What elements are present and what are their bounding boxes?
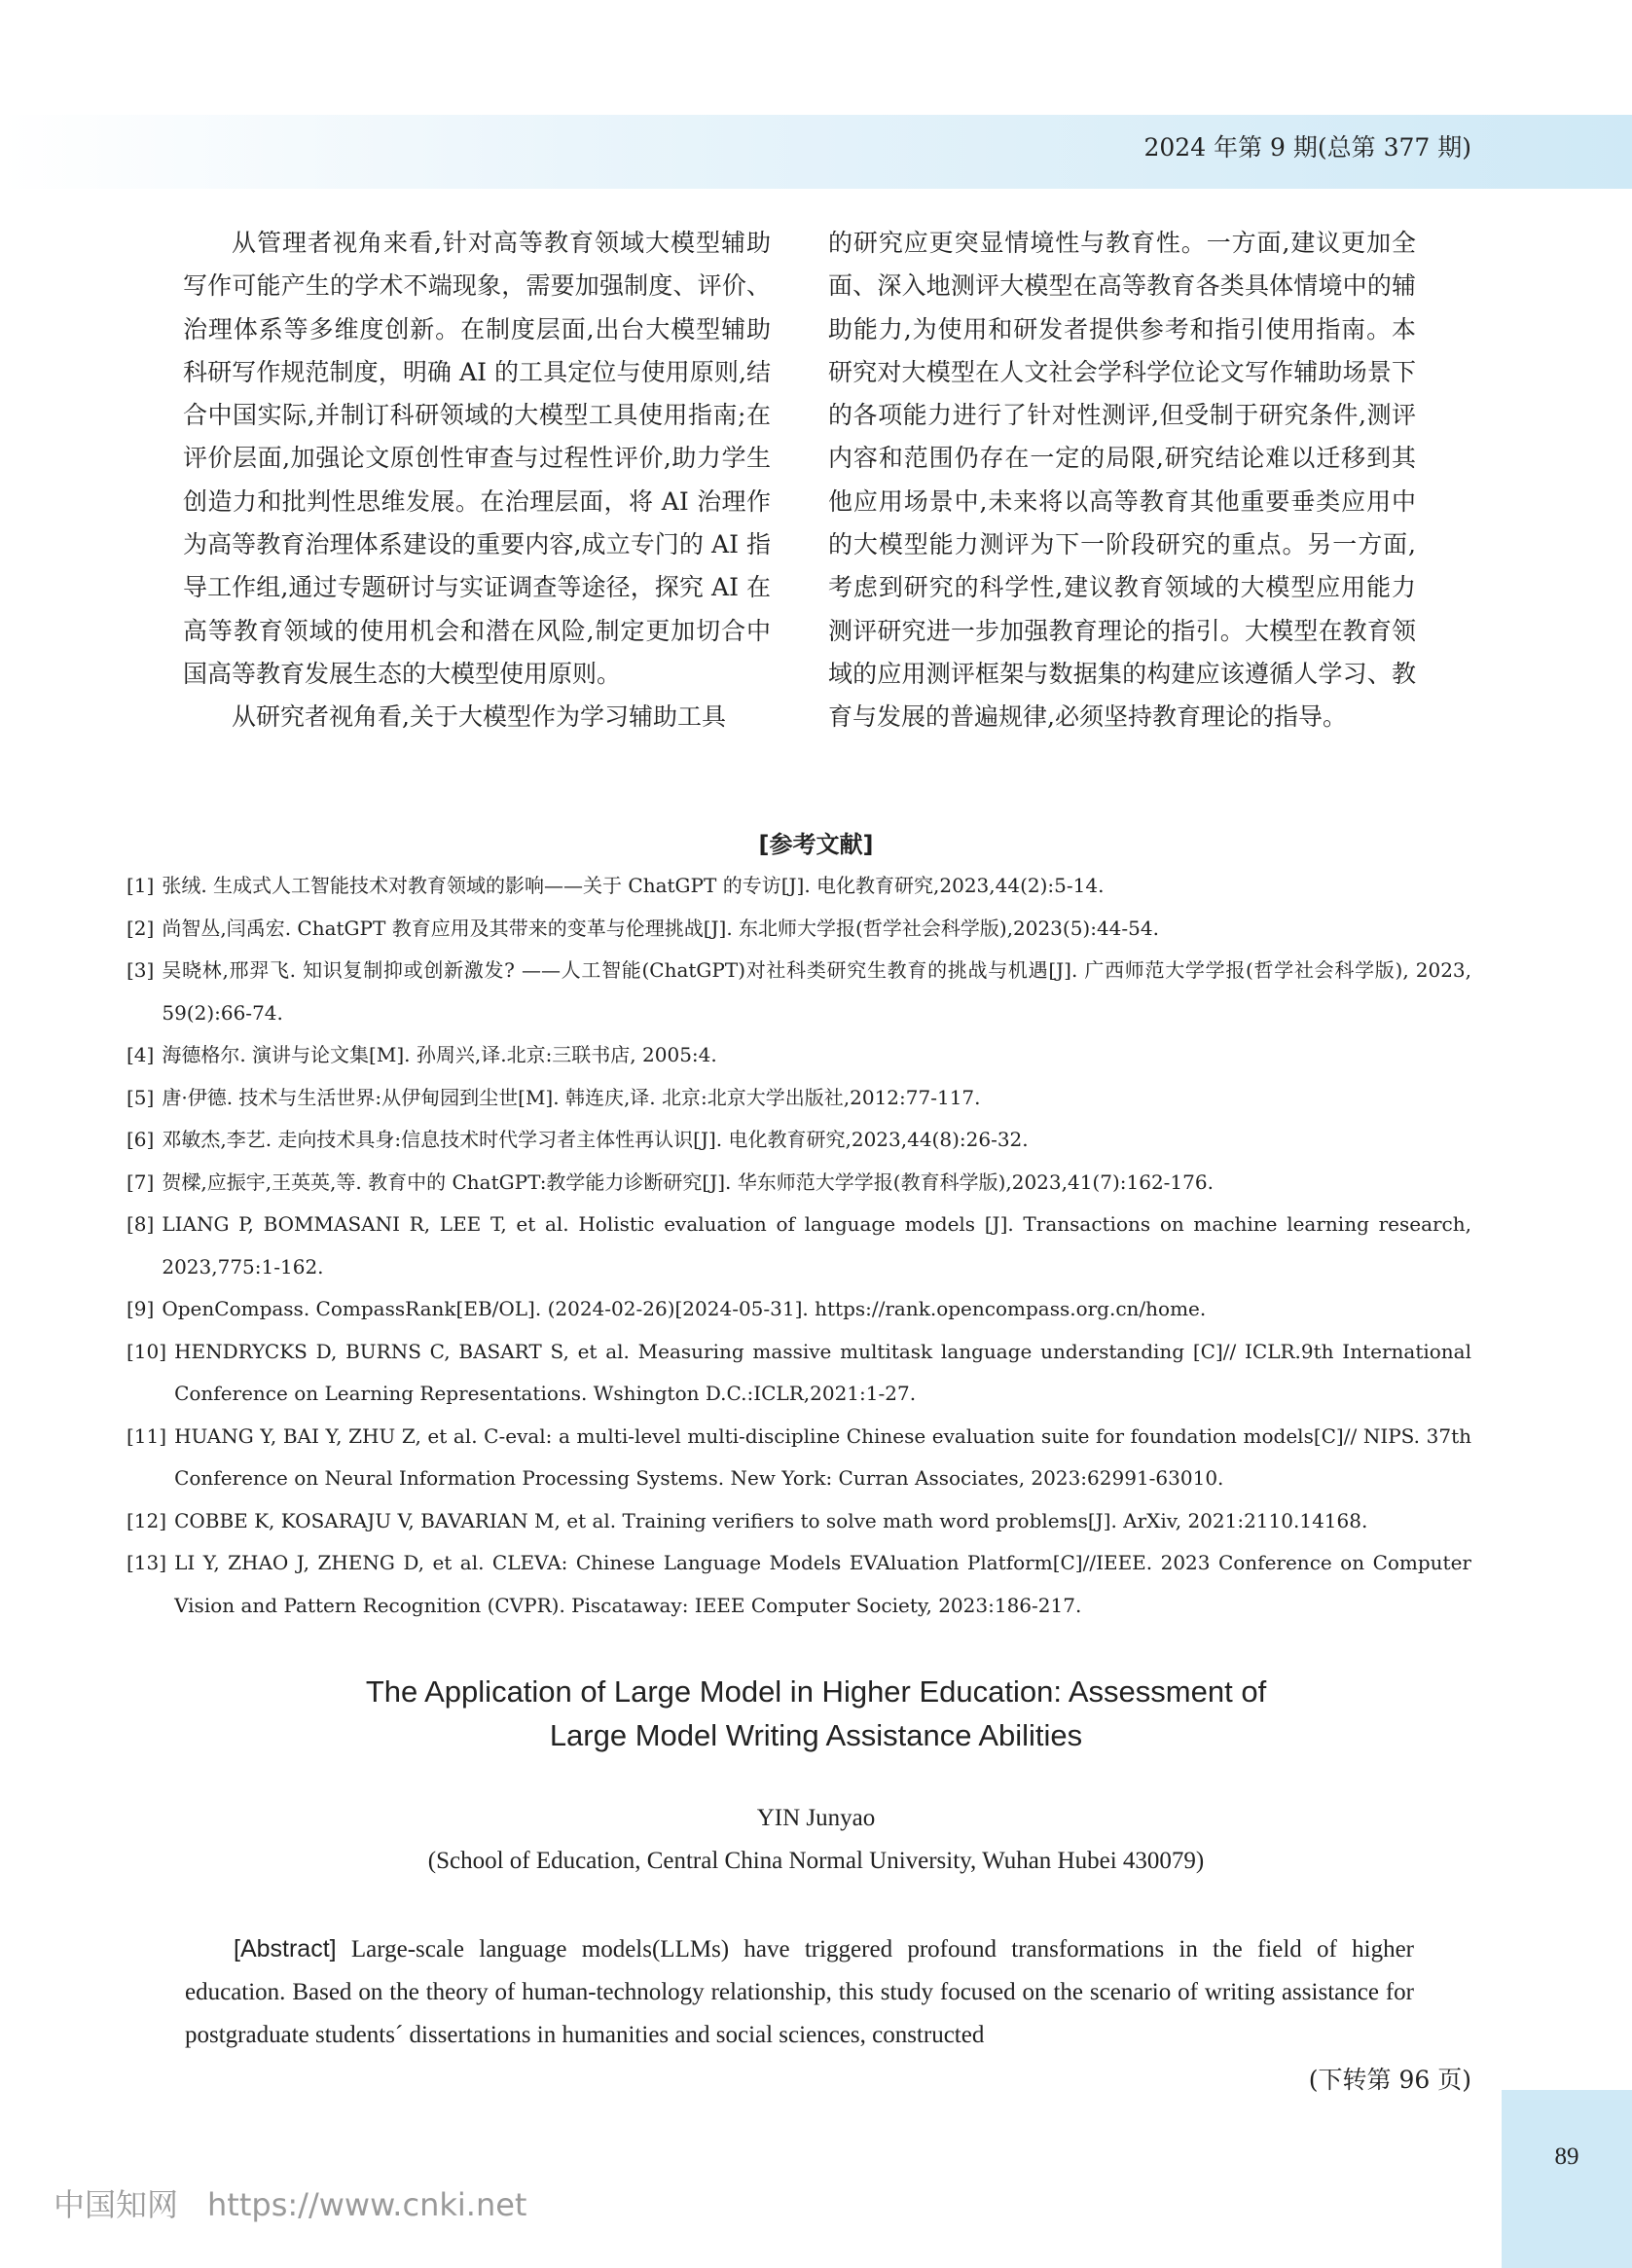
reference-item — [127, 865, 1471, 908]
reference-text: OpenCompass. CompassRank[EB/OL]. (2024-02-26)[2024-05-31]. https://rank.opencompass.org.cn/home. — [162, 1297, 1207, 1320]
reference-text: 尚智丛,闫禹宏. ChatGPT 教育应用及其带来的变革与伦理挑战[J]. 东北师大学报(哲学社会科学版),2023(5):44-54. — [162, 916, 1159, 940]
reference-text: LI Y, ZHAO J, ZHENG D, et al. CLEVA: Chinese Language Models EVAluation Platform[C]//IEEE. 2023 Conference on Computer Vision and Pattern Recognition (CVPR). Piscataway: IEEE Computer Society, 2023:186-217. — [174, 1551, 1471, 1617]
reference-item — [127, 1119, 1471, 1162]
reference-number: [6] — [127, 1128, 155, 1151]
reference-text: 海德格尔. 演讲与论文集[M]. 孙周兴,译.北京:三联书店, 2005:4. — [162, 1043, 717, 1066]
reference-text: HENDRYCKS D, BURNS C, BASART S, et al. Measuring massive multitask language understanding [C]// ICLR.9th International Conference on Learning Representations. Wshington D.C.:ICLR,2021:1-27. — [174, 1339, 1471, 1405]
reference-item — [127, 950, 1471, 1034]
english-title-line: The Application of Large Model in Higher Education: Assessment of — [365, 1674, 1267, 1709]
english-title-line: Large Model Writing Assistance Abilities — [549, 1718, 1083, 1752]
author-affiliation: (School of Education, Central China Normal University, Wuhan Hubei 430079) — [427, 1848, 1205, 1874]
references-title: [参考文献] — [758, 831, 874, 858]
reference-item — [127, 1162, 1471, 1205]
reference-number: [5] — [127, 1085, 155, 1109]
reference-item — [127, 1204, 1471, 1288]
reference-text: HUANG Y, BAI Y, ZHU Z, et al. C-eval: a multi-level multi-discipline Chinese evaluation suite for foundation models[C]// NIPS. 37th Conference on Neural Information Processing Systems. New York: Curran Associates, 2023:62991-63010. — [174, 1423, 1471, 1490]
continued-note: (下转第 96 页) — [1308, 2066, 1471, 2094]
page-number-tab — [1502, 2090, 1632, 2268]
reference-number: [12] — [127, 1508, 167, 1532]
watermark-url: https://www.cnki.net — [207, 2186, 527, 2223]
author-name: YIN Junyao — [756, 1805, 876, 1831]
reference-text: 唐·伊德. 技术与生活世界:从伊甸园到尘世[M]. 韩连庆,译. 北京:北京大学出版社,2012:77-117. — [162, 1085, 981, 1109]
reference-number: [11] — [127, 1423, 167, 1448]
body-paragraph: 从研究者视角看,关于大模型作为学习辅助工具 — [232, 702, 726, 732]
reference-text: 张绒. 生成式人工智能技术对教育领域的影响——关于 ChatGPT 的专访[J]. 电化教育研究,2023,44(2):5-14. — [162, 874, 1105, 897]
reference-number: [7] — [127, 1170, 155, 1194]
right-column — [828, 222, 1416, 739]
reference-number: [9] — [127, 1297, 155, 1320]
reference-number: [2] — [127, 916, 155, 940]
cnki-watermark — [54, 2180, 526, 2225]
reference-item — [127, 1288, 1471, 1331]
issue-header: 2024 年第 9 期(总第 377 期) — [1143, 133, 1471, 162]
abstract-text: Large-scale language models(LLMs) have triggered profound transformations in the field of higher education. Based on the theory of human-technology relationship, this study focused on the scenario of writing assistance for postgraduate students´ dissertations in humanities and social sciences, constructed — [185, 1936, 1414, 2048]
reference-item — [127, 1077, 1471, 1120]
reference-item — [127, 1416, 1471, 1500]
english-title — [0, 1670, 1632, 1757]
reference-number: [10] — [127, 1339, 167, 1363]
reference-text: COBBE K, KOSARAJU V, BAVARIAN M, et al. Training verifiers to solve math word problems[J]. ArXiv, 2021:2110.14168. — [174, 1508, 1368, 1532]
reference-item — [127, 1500, 1471, 1543]
body-paragraph: 从管理者视角来看,针对高等教育领域大模型辅助写作可能产生的学术不端现象，需要加强制度、评价、治理体系等多维度创新。在制度层面,出台大模型辅助科研写作规范制度，明确 AI 的工具定位与使用原则,结合中国实际,并制订科研领域的大模型工具使用指南;在评价层面,加强论文原创性审查与过程性评价,助力学生创造力和批判性思维发展。在治理层面，将 AI 治理作为高等教育治理体系建设的重要内容,成立专门的 AI 指导工作组,通过专题研讨与实证调查等途径，探究 AI 在高等教育领域的使用机会和潜在风险,制定更加切合中国高等教育发展生态的大模型使用原则。 — [183, 229, 771, 688]
reference-text: 贺樑,应振宇,王英英,等. 教育中的 ChatGPT:教学能力诊断研究[J]. 华东师范大学学报(教育科学版),2023,41(7):162-176. — [162, 1170, 1214, 1194]
reference-text: 吴晓林,邢羿飞. 知识复制抑或创新激发? ——人工智能(ChatGPT)对社科类研究生教育的挑战与机遇[J]. 广西师范大学学报(哲学社会科学版), 2023, 59(2):66-74. — [162, 958, 1471, 1025]
reference-text: 邓敏杰,李艺. 走向技术具身:信息技术时代学习者主体性再认识[J]. 电化教育研究,2023,44(8):26-32. — [162, 1128, 1029, 1151]
reference-list — [127, 865, 1471, 1627]
page-number: 89 — [1554, 2143, 1579, 2170]
english-abstract — [185, 1927, 1414, 2057]
abstract-label: [Abstract] — [234, 1935, 337, 1962]
body-paragraph: 的研究应更突显情境性与教育性。一方面,建议更加全面、深入地测评大模型在高等教育各类具体情境中的辅助能力,为使用和研发者提供参考和指引使用指南。本研究对大模型在人文社会学科学位论文写作辅助场景下的各项能力进行了针对性测评,但受制于研究条件,测评内容和范围仍存在一定的局限,研究结论难以迁移到其他应用场景中,未来将以高等教育其他重要垂类应用中的大模型能力测评为下一阶段研究的重点。另一方面,考虑到研究的科学性,建议教育领域的大模型应用能力测评研究进一步加强教育理论的指引。大模型在教育领域的应用测评框架与数据集的构建应该遵循人学习、教育与发展的普遍规律,必须坚持教育理论的指导。 — [828, 229, 1416, 732]
reference-number: [4] — [127, 1043, 155, 1066]
reference-number: [1] — [127, 874, 155, 897]
reference-number: [3] — [127, 958, 155, 982]
reference-text: LIANG P, BOMMASANI R, LEE T, et al. Holistic evaluation of language models [J]. Transactions on machine learning research, 2023,775:1-162. — [162, 1212, 1471, 1278]
reference-item — [127, 908, 1471, 951]
reference-number: [8] — [127, 1212, 155, 1236]
reference-number: [13] — [127, 1551, 167, 1574]
left-column — [183, 222, 771, 739]
reference-item — [127, 1034, 1471, 1077]
watermark-brand: 中国知网 — [54, 2186, 179, 2223]
reference-item — [127, 1542, 1471, 1627]
reference-item — [127, 1331, 1471, 1416]
